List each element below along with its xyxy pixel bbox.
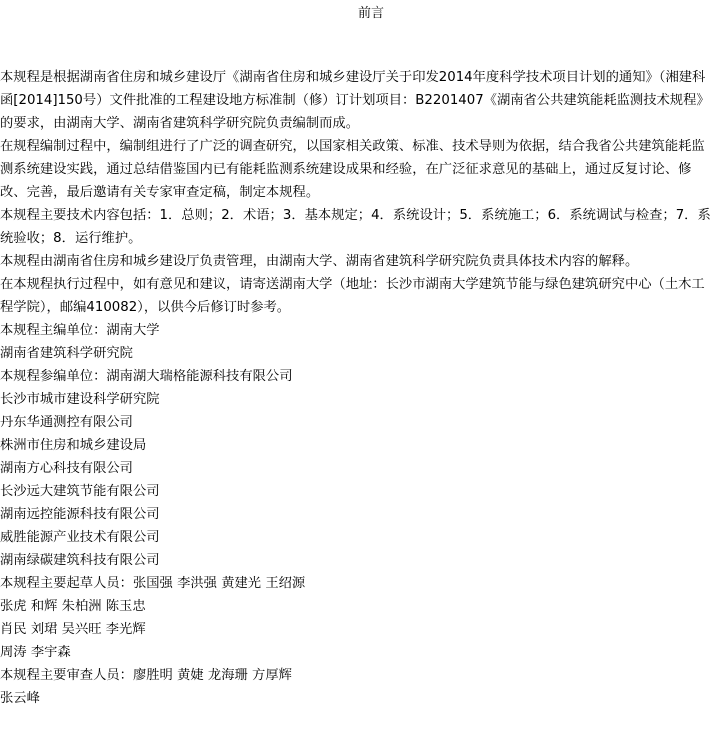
participating-unit-line: 湖南方心科技有限公司	[0, 461, 133, 476]
reviewers-line: 本规程主要审查人员：廖胜明 黄婕 龙海珊 方厚辉	[0, 668, 292, 683]
participating-unit-line: 丹东华通测控有限公司	[0, 415, 133, 430]
participating-unit-line: 本规程参编单位：湖南湖大瑞格能源科技有限公司	[0, 369, 293, 384]
drafters-line: 周涛 李宇森	[0, 645, 71, 660]
participating-unit-line: 长沙市城市建设科学研究院	[0, 392, 160, 407]
paragraph-process: 在规程编制过程中，编制组进行了广泛的调查研究，以国家相关政策、标准、技术导则为依据，结合我省公共建筑能耗监测系统建设实践，通过总结借鉴国内已有能耗监测系统建设成果和经验，在广泛征求意见的基础上，通过反复讨论、修改、完善，最后邀请有关专家审查定稿，制定本规程。	[0, 139, 705, 200]
drafters-line: 张虎 和辉 朱柏洲 陈玉忠	[0, 599, 146, 614]
paragraph-contents: 本规程主要技术内容包括：1．总则；2．术语；3．基本规定；4．系统设计；5．系统施工；6．系统调试与检查；7．系统验收；8．运行维护。	[0, 208, 711, 246]
chief-editor-line: 本规程主编单位：湖南大学	[0, 323, 160, 338]
reviewers-line: 张云峰	[0, 691, 40, 706]
paragraph-basis: 本规程是根据湖南省住房和城乡建设厅《湖南省住房和城乡建设厅关于印发2014年度科学技术项目计划的通知》（湘建科函[2014]150号）文件批准的工程建设地方标准制（修）订计划项目：B2201407《湖南省公共建筑能耗监测技术规程》的要求，由湖南大学、湖南省建筑科学研究院负责编制而成。	[0, 70, 710, 131]
participating-unit-line: 湖南远控能源科技有限公司	[0, 507, 160, 522]
drafters-line: 本规程主要起草人员：张国强 李洪强 黄建光 王绍源	[0, 576, 306, 591]
participating-unit-line: 株洲市住房和城乡建设局	[0, 438, 147, 453]
paragraph-management: 本规程由湖南省住房和城乡建设厅负责管理，由湖南大学、湖南省建筑科学研究院负责具体技术内容的解释。	[0, 254, 639, 269]
chief-editor-line: 湖南省建筑科学研究院	[0, 346, 133, 361]
blank-spacer	[0, 24, 718, 66]
paragraph-feedback: 在本规程执行过程中，如有意见和建议，请寄送湖南大学（地址：长沙市湖南大学建筑节能与绿色建筑研究中心（土木工程学院），邮编410082），以供今后修订时参考。	[0, 277, 705, 315]
participating-unit-line: 长沙远大建筑节能有限公司	[0, 484, 160, 499]
participating-unit-line: 威胜能源产业技术有限公司	[0, 530, 160, 545]
document-title: 前言	[357, 6, 384, 21]
drafters-line: 肖民 刘珺 吴兴旺 李光辉	[0, 622, 146, 637]
participating-unit-line: 湖南绿碳建筑科技有限公司	[0, 553, 160, 568]
